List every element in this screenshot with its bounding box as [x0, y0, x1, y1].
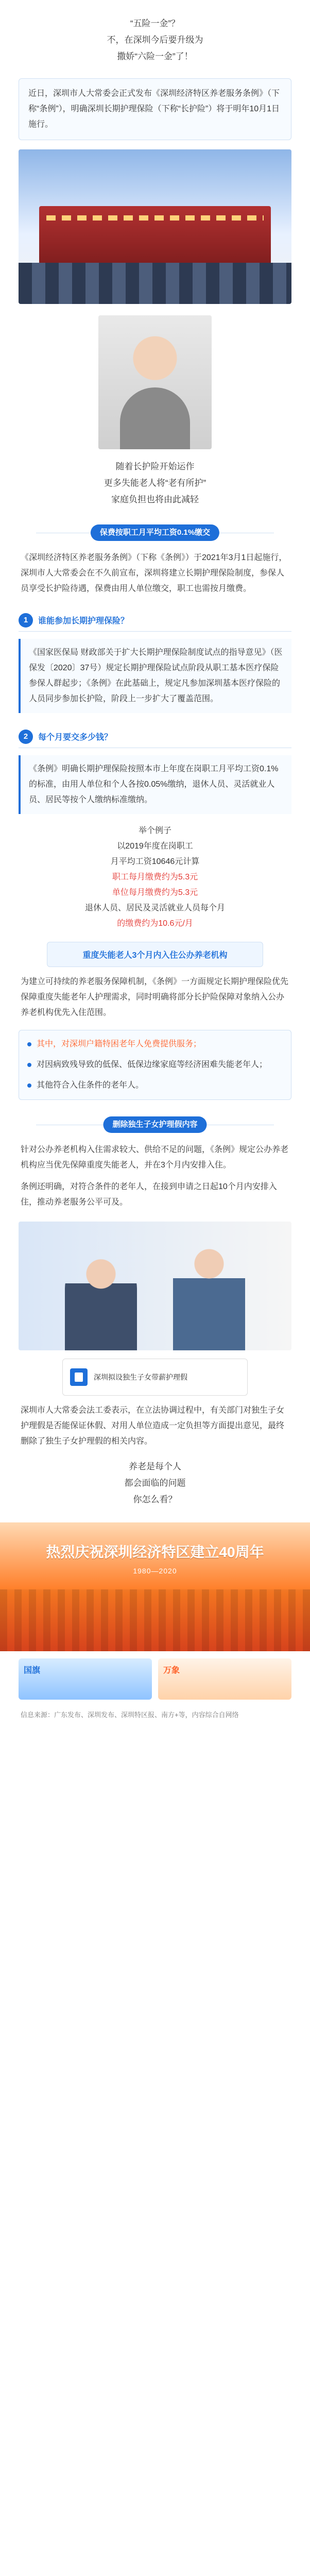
- example-line-5: 退休人员、居民及灵活就业人员每个月: [84, 904, 225, 912]
- list-item: [27, 1078, 283, 1093]
- care-photo: [19, 1222, 291, 1350]
- question-2: [19, 725, 291, 748]
- banner-tile-left-label: 国旗: [24, 1666, 41, 1675]
- banner-tile-right: [158, 1658, 291, 1700]
- banner-tiles: [19, 1658, 291, 1700]
- footer-text: 信息来源：广东发布、深圳发布、深圳特区报、南方+等，内容综合自网络: [21, 1711, 239, 1719]
- section-2-callout: [47, 942, 263, 967]
- footer: [0, 1700, 310, 1721]
- crowd-image: [19, 263, 291, 304]
- event-photo: [19, 149, 291, 304]
- intro-line-1: “五险一金”？: [130, 19, 180, 28]
- document-icon: [70, 1368, 88, 1386]
- list-item: [27, 1057, 283, 1073]
- story-line-2: 更多失能老人将“老有所护”: [104, 478, 206, 488]
- section-1-text: [0, 543, 310, 597]
- conference-hall-image: [39, 206, 271, 268]
- question-1-number: 1: [19, 613, 33, 628]
- list-item-text-2: 对因病致残导致的低保、低保边缘家庭等经济困难失能老年人；: [37, 1060, 268, 1069]
- bullet-icon: [27, 1083, 31, 1088]
- section-1-header: [0, 520, 310, 543]
- banner-years: 1980—2020: [133, 1567, 177, 1575]
- question-2-quote-text: 《条例》明确长期护理保险按照本市上年度在岗职工月平均工资0.1%的标准，由用人单位和个人各按0.05%缴纳，退休人员、灵活就业人员、居民等按个人缴纳标准缴纳。: [29, 765, 279, 804]
- section-2-paragraph: 为建立可持续的养老服务保障机制，《条例》一方面规定长期护理保险优先保障重度失能老年人护理需求，同时明确将部分长护险保障对象纳入公办养老机构优先入住范围。: [21, 977, 289, 1017]
- closing-line-3: 你怎么看？: [133, 1495, 177, 1504]
- example-block: [47, 823, 263, 931]
- question-2-quote: [19, 755, 291, 814]
- section-1-pill: 保费按职工月平均工资0.1%缴交: [91, 524, 219, 541]
- story-line-3: 家庭负担也将由此减轻: [111, 495, 199, 504]
- section-3-more-text: [0, 1396, 310, 1449]
- section-3-header: [0, 1112, 310, 1135]
- list-item-text-3: 其他符合入住条件的老年人。: [37, 1081, 144, 1090]
- question-1-title: 谁能参加长期护理保险？: [38, 617, 129, 625]
- section-2-text: [0, 967, 310, 1021]
- intro-block: [0, 0, 310, 65]
- elder-portrait: [98, 315, 212, 449]
- section-1-paragraph: 《深圳经济特区养老服务条例》（下称《条例》）于2021年3月1日起施行，深圳市人大常委会在不久前宣布，深圳将建立长期护理保险制度，参保人员享受长护险待遇，保费由用人单位缴交，职工也需按月缴费。: [21, 553, 287, 593]
- closing-line-1: 养老是每个人: [129, 1462, 181, 1471]
- bullet-icon: [27, 1063, 31, 1067]
- news-box: [19, 78, 291, 140]
- story-line-1: 随着长护险开始运作: [115, 462, 195, 471]
- anniversary-banner: [0, 1522, 310, 1651]
- elder-image: [173, 1242, 245, 1350]
- eligibility-list: [19, 1030, 291, 1100]
- section-3-paragraph-2: 条例还明确，对符合条件的老年人，在接到申请之日起10个月内安排入住，推动养老服务公平可及。: [21, 1182, 277, 1207]
- example-line-4: 单位每月缴费约为5.3元: [112, 888, 198, 897]
- list-item: [27, 1037, 283, 1052]
- section-2-title: 重度失能老人3个月内入住公办养老机构: [82, 951, 228, 960]
- question-2-title: 每个月要交多少钱？: [38, 733, 113, 742]
- elder-portrait-image: [98, 315, 212, 449]
- caregiver-image: [65, 1252, 137, 1350]
- question-2-number: 2: [19, 730, 33, 744]
- example-title: 举个例子: [138, 826, 171, 835]
- closing-question: [0, 1449, 310, 1508]
- city-skyline-image: [0, 1589, 310, 1651]
- example-line-3: 职工每月缴费约为5.3元: [112, 873, 198, 882]
- bullet-icon: [27, 1042, 31, 1046]
- question-1: [19, 609, 291, 632]
- question-1-quote: [19, 639, 291, 713]
- example-line-2: 月平均工资10646元计算: [110, 857, 200, 866]
- example-line-6: 的缴费约为10.6元/月: [117, 919, 193, 928]
- question-1-quote-text: 《国家医保局 财政部关于扩大长期护理保险制度试点的指导意见》（医保发〔2020〕37号）规定长期护理保险试点阶段从职工基本医疗保险参保人群起步；《条例》在此基础上，规定凡参加深圳基本医疗保险的人员同步参加长护险，阶段上一步扩大了覆盖范围。: [29, 648, 283, 703]
- section-3-pill: 删除独生子女护理假内容: [103, 1116, 206, 1133]
- banner-tile-left: [19, 1658, 152, 1700]
- intro-line-3: 撒娇“六险一金”了！: [117, 52, 193, 61]
- news-box-text: 近日，深圳市人大常委会正式发布《深圳经济特区养老服务条例》（下称“条例”），明确深圳长期护理保险（下称“长护险”）将于明年10月1日施行。: [28, 89, 280, 129]
- list-item-text-1: 其中，对深圳户籍特困老年人免费提供服务；: [37, 1040, 202, 1048]
- section-3-paragraph-3: 深圳市人大常委会法工委表示，在立法协调过程中，有关部门对独生子女护理假是否能保证休假、对用人单位造成一定负担等方面提出意见，最终删除了独生子女护理假的相关内容。: [21, 1406, 285, 1446]
- example-line-1: 以2019年度在岗职工: [117, 842, 193, 851]
- story-block: [0, 449, 310, 508]
- banner-title: 热烈庆祝深圳经济特区建立40周年: [46, 1544, 264, 1560]
- related-article-title: 深圳拟设独生子女带薪护理假: [94, 1373, 187, 1381]
- closing-line-2: 都会面临的问题: [124, 1478, 186, 1488]
- banner-tile-right-label: 万象: [163, 1666, 180, 1675]
- section-3-text: [0, 1135, 310, 1210]
- intro-line-2: 不，在深圳今后要升级为: [107, 35, 203, 45]
- related-article-card[interactable]: [62, 1359, 248, 1396]
- section-3-paragraph-1: 针对公办养老机构入住需求较大、供给不足的问题，《条例》规定公办养老机构应当优先保障重度失能老人，并在3个月内安排入住。: [21, 1145, 289, 1170]
